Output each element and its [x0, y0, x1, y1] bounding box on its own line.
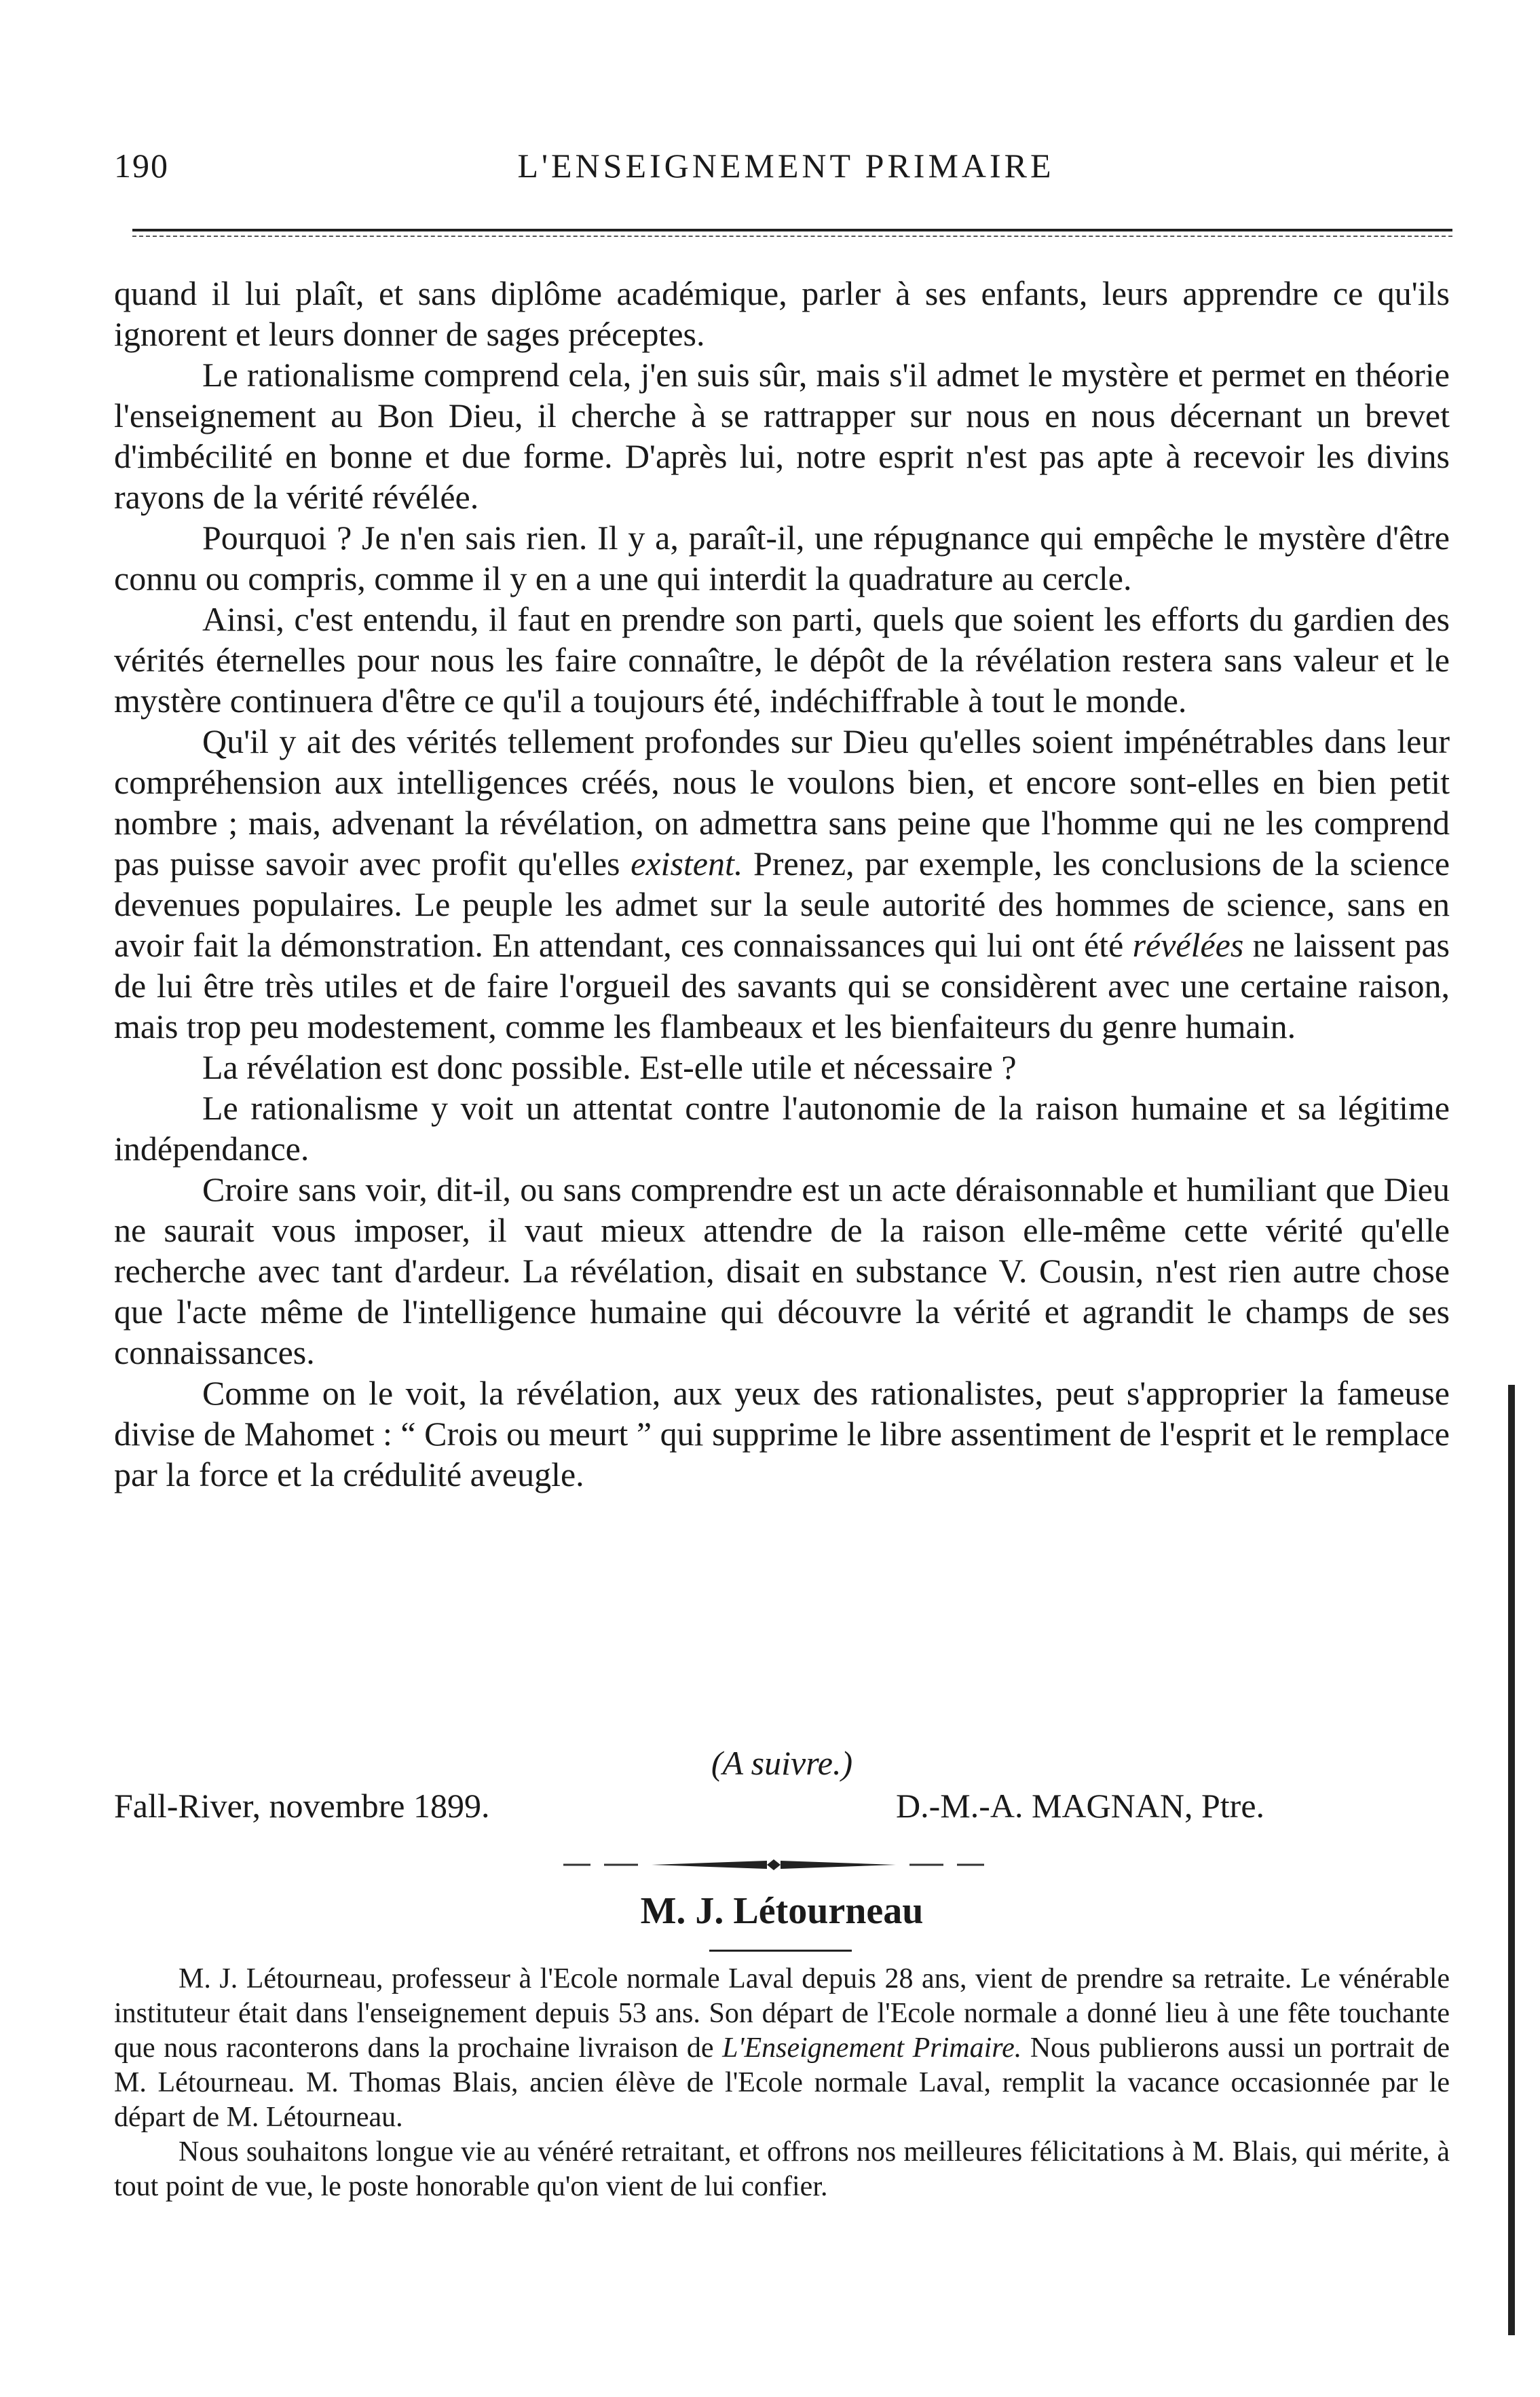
- paragraph-7: Le rationalisme y voit un attentat contre l'autonomie de la raison humaine et sa légitime indépendance.: [114, 1089, 1450, 1168]
- place-date: Fall-River, novembre 1899.: [114, 1787, 490, 1825]
- header-rule-dashed: [132, 236, 1452, 237]
- section-divider-ornament: [563, 1858, 984, 1872]
- notice-body: [114, 1962, 1450, 2204]
- paragraph-1: quand il lui plaît, et sans diplôme académique, parler à ses enfants, leurs apprendre ce qu'ils ignorent et leurs donner de sages préceptes.: [114, 274, 1450, 353]
- scan-edge-mark: [1508, 1385, 1515, 2335]
- to-be-continued: (A suivre.): [711, 1744, 853, 1782]
- header-rule: [132, 229, 1452, 231]
- emphasis-journal-title: L'Enseignement Primaire.: [722, 2032, 1022, 2064]
- paragraph-5: [114, 721, 1450, 1047]
- paragraph-3: Pourquoi ? Je n'en sais rien. Il y a, paraît-il, une répugnance qui empêche le mystère d'être connu ou compris, comme il y en a une qui interdit la quadrature au cercle.: [114, 519, 1450, 597]
- emphasis-revelees: révélées: [1132, 926, 1244, 964]
- running-header: [114, 139, 1458, 187]
- notice-paragraph-1: [114, 1962, 1450, 2135]
- notice-paragraph-2: Nous souhaitons longue vie au vénéré retraitant, et offrons nos meilleures félicitations à M. Blais, qui mérite, à tout point de vue, le poste honorable qu'on vient de lui confier.: [114, 2136, 1450, 2202]
- paragraph-5-part-c: ne laissent pas de lui être très utiles et de faire l'orgueil des savants qui se considèrent avec une certaine raison, mais trop peu modestement, comme les flambeaux et les bienfaiteurs du genre humain.: [114, 926, 1450, 1045]
- paragraph-2: Le rationalisme comprend cela, j'en suis sûr, mais s'il admet le mystère et permet en théorie l'enseignement au Bon Dieu, il cherche à se rattrapper sur nous en nous décernant un brevet d'imbécilité en bonne et due forme. D'après lui, notre esprit n'est pas apte à recevoir les divins rayons de la vérité révélée.: [114, 356, 1450, 516]
- emphasis-existent: existent.: [631, 844, 743, 882]
- paragraph-9: Comme on le voit, la révélation, aux yeux des rationalistes, peut s'approprier la fameuse divise de Mahomet : “ Crois ou meurt ” qui supprime le libre assentiment de l'esprit et le remplace par la force et la crédulité aveugle.: [114, 1374, 1450, 1493]
- signoff: [114, 1785, 1450, 1826]
- notice-title: M. J. Létourneau: [640, 1890, 924, 1932]
- notice-paragraph-1-part-a: M. J. Létourneau, professeur à l'Ecole normale Laval depuis 28 ans, vient de prendre sa retraite. Le vénérable instituteur était dans l'enseignement depuis 53 ans. Son départ de l'Ecole normale a donné lieu à une fête touchante que nous raconterons dans la prochaine livraison de: [114, 1963, 1450, 2064]
- author-signature: D.-M.-A. MAGNAN, Ptre.: [896, 1787, 1265, 1825]
- paragraph-5-part-b: Prenez, par exemple, les conclusions de la science devenues populaires. Le peuple les admet sur la seule autorité des hommes de science, sans en avoir fait la démonstration. En attendant, ces connaissances qui lui ont été: [114, 844, 1450, 964]
- notice-paragraph-1-part-b: Nous publierons aussi un portrait de M. Létourneau. M. Thomas Blais, ancien élève de l'Ecole normale Laval, remplit la vacance occasionnée par le départ de M. Létourneau.: [114, 2032, 1450, 2133]
- running-title: L'ENSEIGNEMENT PRIMAIRE: [517, 147, 1055, 185]
- page-number: 190: [114, 147, 169, 185]
- paragraph-8: Croire sans voir, dit-il, ou sans comprendre est un acte déraisonnable et humiliant que Dieu ne saurait vous imposer, il vaut mieux attendre de la raison elle-même cette vérité qu'elle recherche avec tant d'ardeur. La révélation, disait en substance V. Cousin, n'est rien autre chose que l'acte même de l'intelligence humaine qui découvre la vérité et agrandit le champs de ses connaissances.: [114, 1170, 1450, 1371]
- paragraph-4: Ainsi, c'est entendu, il faut en prendre son parti, quels que soient les efforts du gardien des vérités éternelles pour nous les faire connaître, le dépôt de la révélation restera sans valeur et le mystère continuera d'être ce qu'il a toujours été, indéchiffrable à tout le monde.: [114, 600, 1450, 720]
- article-body: [114, 273, 1450, 1495]
- notice-title-rule: [709, 1950, 852, 1952]
- paragraph-5-part-a: Qu'il y ait des vérités tellement profondes sur Dieu qu'elles soient impénétrables dans leur compréhension aux intelligences créés, nous le voulons bien, et encore sont-elles en bien petit nombre ; mais, advenant la révélation, on admettra sans peine que l'homme qui ne les comprend pas puisse savoir avec profit qu'elles: [114, 722, 1450, 882]
- paragraph-6: La révélation est donc possible. Est-elle utile et nécessaire ?: [202, 1048, 1017, 1086]
